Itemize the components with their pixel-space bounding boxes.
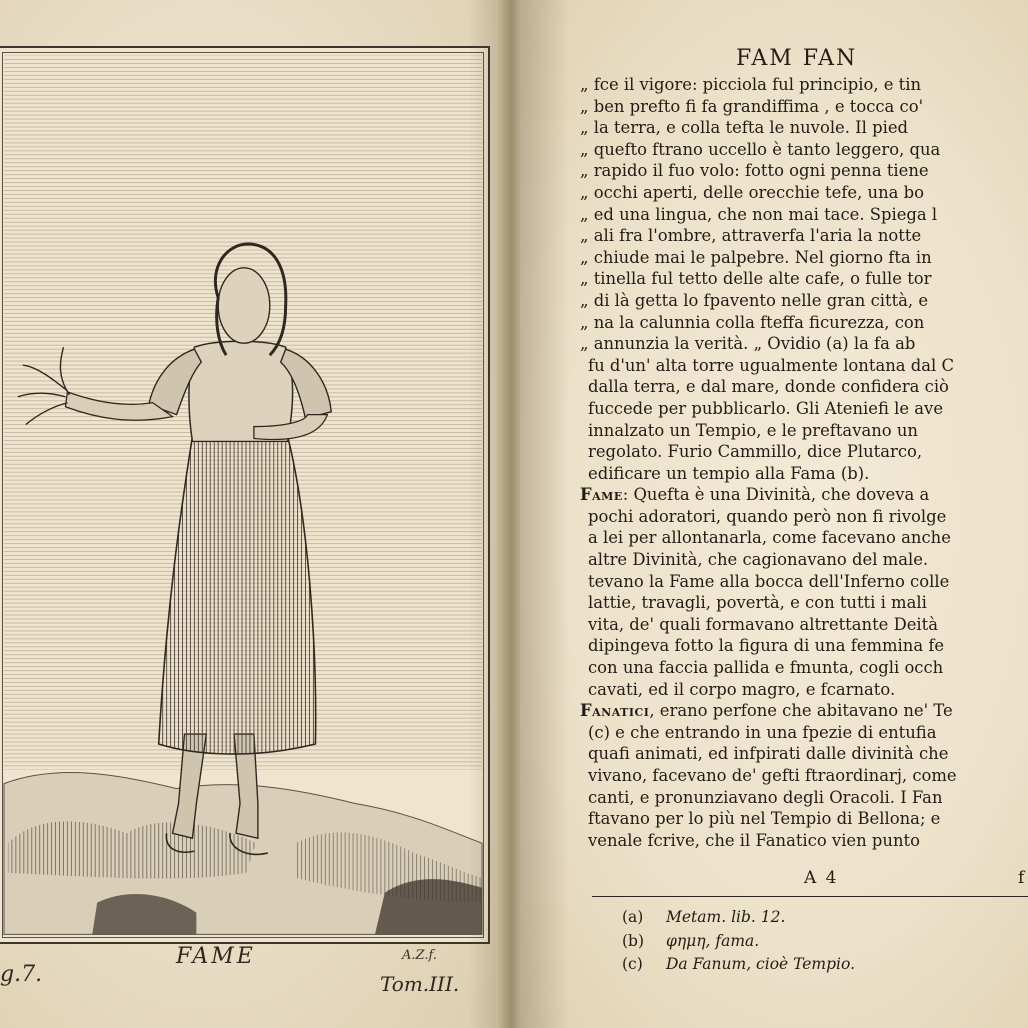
volume-label: Tom.III. — [380, 972, 460, 996]
text-line: „ ali fra l'ombre, attraverfa l'aria la notte — [580, 226, 922, 246]
engraving-illustration — [0, 48, 488, 942]
text-line: „ la terra, e colla tefta le nuvole. Il pied — [580, 118, 909, 138]
text-line: lattie, travagli, povertà, e con tutti i mali — [588, 593, 927, 613]
text-line: quafi animati, ed infpirati dalle divinità che — [588, 744, 949, 764]
text-line: venale fcrive, che il Fanatico vien punto — [588, 830, 920, 850]
footnote-rule — [592, 896, 1028, 897]
text-line: „ ben prefto fi fa grandiffima , e tocca co' — [580, 96, 924, 116]
text-line: canti, e pronunziavano degli Oracoli. I Fan — [588, 787, 943, 807]
entry-first-line: : Quefta è una Divinità, che doveva a — [622, 485, 930, 505]
figure-number: g.7. — [0, 962, 43, 987]
engraver-signature: A.Z.f. — [402, 948, 437, 963]
text-line: a lei per allontanarla, come facevano anche — [588, 528, 951, 548]
footnote-mark: (c) — [622, 955, 643, 973]
text-line: regolato. Furio Cammillo, dice Plutarco, — [588, 442, 923, 462]
text-line: tevano la Fame alla bocca dell'Inferno colle — [588, 571, 950, 591]
footnote — [622, 906, 855, 930]
text-line: dalla terra, e dal mare, donde confidera ciò — [588, 377, 949, 397]
text-line: con una faccia pallida e fmunta, cogli occh — [588, 658, 944, 678]
footnotes — [622, 906, 855, 977]
footnote-mark: (b) — [622, 931, 645, 950]
entry-first-line: , erano perfone che abitavano ne' Te — [649, 701, 953, 721]
running-head: FAM FAN — [736, 46, 858, 71]
left-page — [0, 0, 508, 1028]
footnote-text: Da Fanum, cioè Tempio. — [666, 955, 855, 973]
text-line: „ rapido il fuo volo: fotto ogni penna tiene — [580, 161, 929, 181]
footnote — [622, 930, 855, 954]
footnote-text: Metam. lib. 12. — [666, 908, 786, 926]
text-line: altre Divinità, che cagionavano del male. — [588, 550, 929, 570]
text-line: fu d'un' alta torre ugualmente lontana dal C — [588, 355, 955, 375]
text-line: ftavano per lo più nel Tempio di Bellona; e — [588, 809, 941, 829]
text-line: „ chiude mai le palpebre. Nel giorno fta in — [580, 247, 932, 267]
text-line: „ occhi aperti, delle orecchie tefe, una bo — [580, 182, 924, 202]
text-line: vivano, facevano de' gefti ftraordinarj, come — [588, 766, 957, 785]
footnote-mark: (a) — [622, 908, 644, 926]
text-line: fuccede per pubblicarlo. Gli Ateniefi le ave — [588, 398, 944, 418]
text-line: „ na la calunnia colla fteffa ficurezza, con — [580, 312, 925, 332]
entry-fame — [580, 484, 1028, 506]
text-line: „ di là getta lo fpavento nelle gran città, e — [580, 290, 929, 310]
text-line: innalzato un Tempio, e le preftavano un — [588, 420, 918, 440]
text-line: vita, de' quali formavano altrettante Deità — [588, 614, 939, 634]
catchword: f — [1018, 868, 1025, 888]
footnote — [622, 953, 855, 977]
text-line: „ fce il vigore: picciola ful principio, e tin — [580, 75, 922, 94]
text-line: „ quefto ftrano uccello è tanto leggero, qua — [580, 139, 941, 159]
text-line: „ ed una lingua, che non mai tace. Spiega l — [580, 204, 938, 224]
body-text — [580, 74, 1028, 851]
text-line: dipingeva fotto la figura di una femmina fe — [588, 636, 945, 656]
entry-head-fame: Fame — [580, 485, 623, 505]
right-page — [520, 0, 1028, 1028]
signature-mark: A 4 — [804, 868, 839, 888]
text-line: (c) e che entrando in una fpezie di entufia — [588, 722, 937, 742]
footnote-text: φημη, fama. — [666, 931, 760, 950]
text-line: cavati, ed il corpo magro, e fcarnato. — [588, 679, 896, 699]
engraving-plate — [0, 46, 490, 944]
text-line: edificare un tempio alla Fama (b). — [588, 463, 870, 483]
entry-head-fanatici: Fanatici — [580, 701, 650, 721]
text-line: „ annunzia la verità. „ Ovidio (a) la fa ab — [580, 334, 916, 354]
text-line: pochi adoratori, quando però non fi rivolge — [588, 506, 947, 526]
figure-head — [218, 268, 270, 343]
entry-fanatici — [580, 700, 1028, 722]
text-line: „ tinella ful tetto delle alte cafe, o fulle tor — [580, 269, 932, 289]
plate-caption: FAME — [176, 944, 256, 969]
